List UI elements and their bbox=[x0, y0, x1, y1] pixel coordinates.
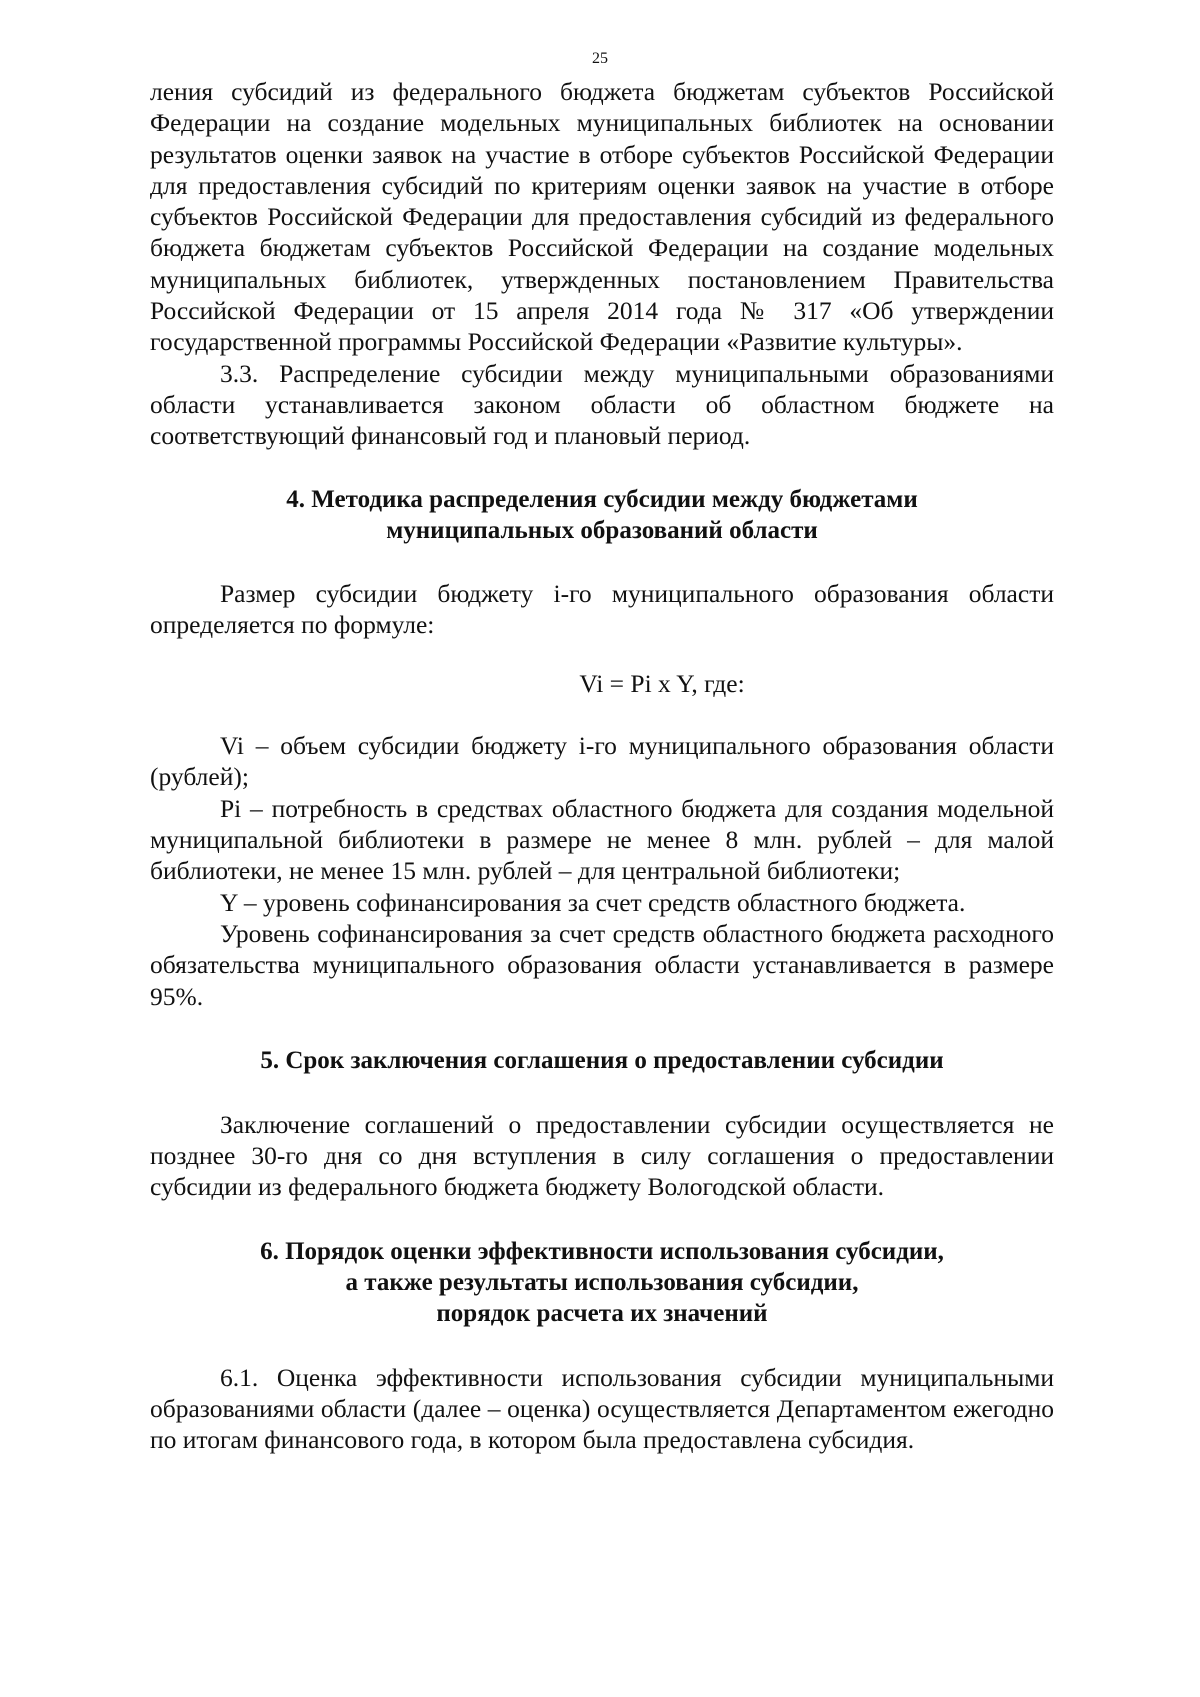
section-6-heading-line-2: а также результаты использования субсидии, bbox=[345, 1268, 859, 1296]
section-5-paragraph: Заключение соглашений о предоставлении субсидии осуществляется не позднее 30-го дня со дня вступления в силу соглашения о предоставлении субсидии из федерального бюджета бюджету Вологодской области. bbox=[150, 1109, 1054, 1202]
section-6-heading bbox=[150, 1236, 1054, 1329]
paragraph-6-1: 6.1. Оценка эффективности использования субсидии муниципальными образованиями области (далее – оценка) осуществляется Департаментом ежегодно по итогам финансового года, в котором была предоставлена субсидия. bbox=[150, 1362, 1054, 1455]
section-6-heading-line-1: 6. Порядок оценки эффективности использования субсидии, bbox=[260, 1237, 944, 1265]
intro-paragraph: ления субсидий из федерального бюджета бюджетам субъектов Российской Федерации на создание модельных муниципальных библиотек на основании результатов оценки заявок на участие в отборе субъектов Российской Федерации для предоставления субсидий по критериям оценки заявок на участие в отборе субъектов Российской Федерации для предоставления субсидий из федерального бюджета бюджетам субъектов Российской Федерации на создание модельных муниципальных библиотек, утвержденных постановлением Правительства Российской Федерации от 15 апреля 2014 года № 317 «Об утверждении государственной программы Российской Федерации «Развитие культуры». bbox=[150, 77, 1054, 357]
section-5-heading-text: 5. Срок заключения соглашения о предоставлении субсидии bbox=[260, 1046, 944, 1074]
section-4-heading bbox=[150, 484, 1054, 546]
formula: Vi = Pi x Y, где: bbox=[579, 669, 745, 699]
definition-y: Y – уровень софинансирования за счет средств областного бюджета. bbox=[220, 887, 966, 917]
definition-vi: Vi – объем субсидии бюджету i-го муниципального образования области (рублей); bbox=[150, 731, 1054, 792]
paragraph-3-3: 3.3. Распределение субсидии между муниципальными образованиями области устанавливается законом области об областном бюджете на соответствующий финансовый год и плановый период. bbox=[150, 358, 1054, 451]
cofinancing-paragraph: Уровень софинансирования за счет средств областного бюджета расходного обязательства муниципального образования области устанавливается в размере 95%. bbox=[150, 918, 1054, 1011]
definition-pi: Pi – потребность в средствах областного бюджета для создания модельной муниципальной библиотеки в размере не менее 8 млн. рублей – для малой библиотеки, не менее 15 млн. рублей – для центральной библиотеки; bbox=[150, 793, 1054, 886]
section-4-heading-line-1: 4. Методика распределения субсидии между бюджетами bbox=[286, 485, 918, 513]
section-6-heading-line-3: порядок расчета их значений bbox=[436, 1299, 768, 1327]
document-body bbox=[150, 76, 1054, 1456]
section-4-heading-line-2: муниципальных образований области bbox=[386, 516, 818, 544]
page-number: 25 bbox=[592, 50, 608, 67]
section-5-heading bbox=[150, 1045, 1054, 1076]
section-4-intro-paragraph: Размер субсидии бюджету i-го муниципального образования области определяется по формуле: bbox=[150, 578, 1054, 639]
